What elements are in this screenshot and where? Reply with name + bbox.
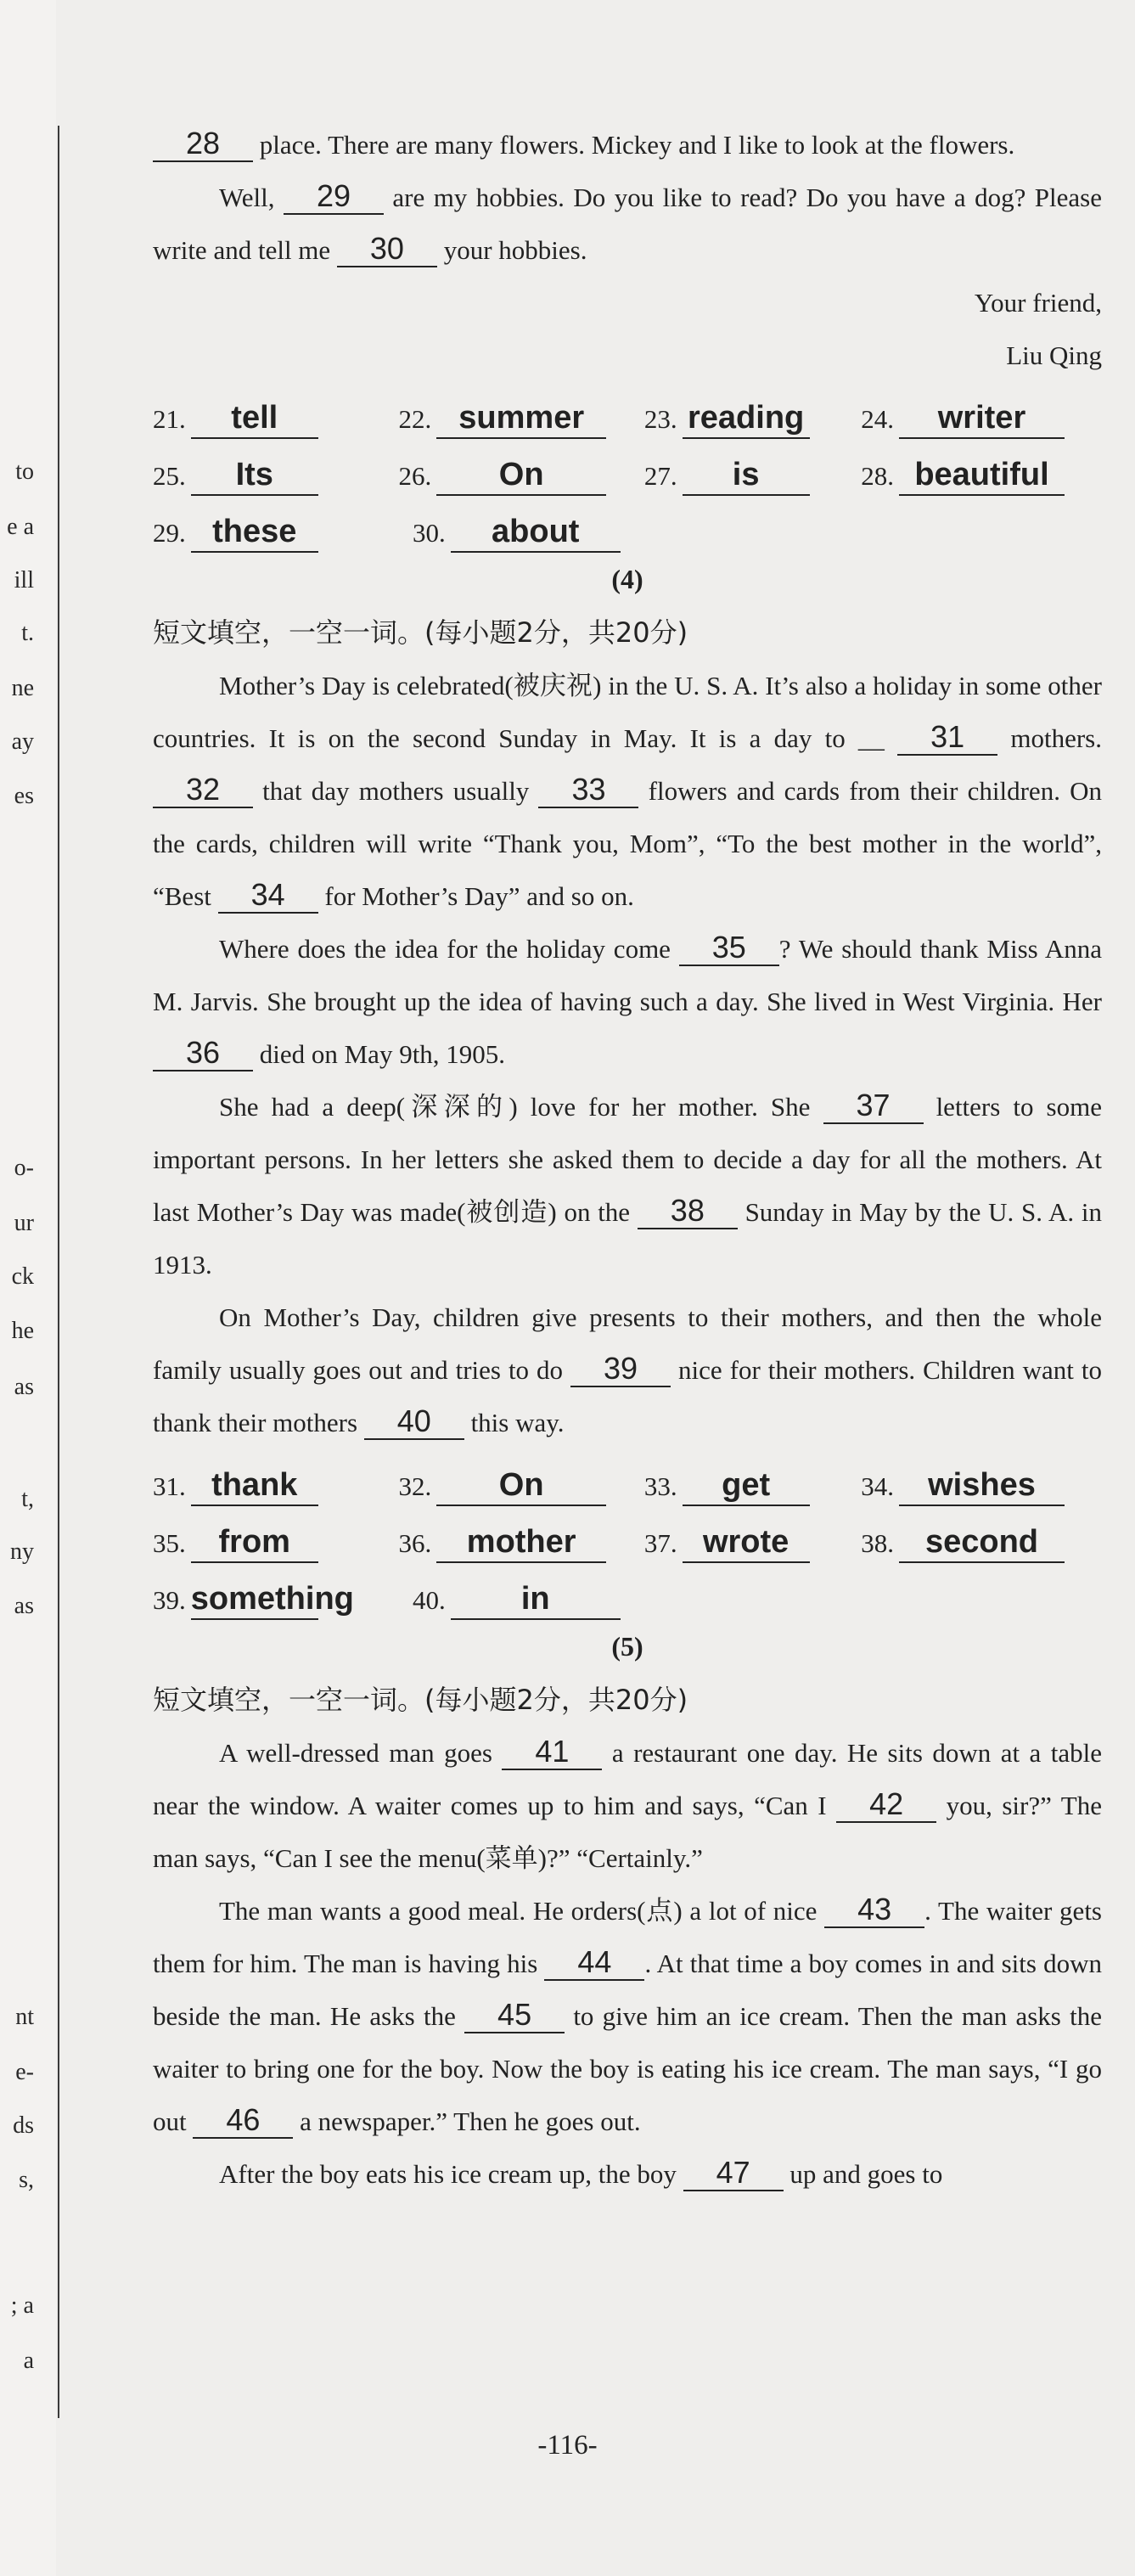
page-number: -116-	[537, 2430, 598, 2461]
answer-number: 23.	[643, 404, 677, 434]
answer-item	[861, 455, 1102, 496]
blank-number: 29	[284, 179, 384, 215]
blank-number: 39	[570, 1352, 671, 1387]
left-fragment: ay	[11, 728, 34, 755]
passage-text: died on May 9th, 1905.	[253, 1039, 506, 1069]
section4-instruction: 短文填空，一空一词。(每小题2分，共20分)	[153, 616, 688, 649]
answer-number: 37.	[643, 1528, 677, 1558]
answer-item	[153, 1465, 398, 1506]
blank-number: 32	[153, 773, 253, 808]
answer-item	[398, 455, 643, 496]
left-fragment: e a	[7, 514, 34, 540]
left-fragment: ck	[11, 1263, 34, 1290]
answer-row	[153, 382, 1102, 439]
passage-text: A well-dressed man goes	[219, 1738, 503, 1768]
left-fragment: s,	[19, 2167, 34, 2193]
answer-word: On	[436, 1465, 606, 1506]
answer-number: 35.	[153, 1528, 186, 1558]
blank-number: 42	[836, 1787, 936, 1823]
passage-text: a restaurant one day. He sits down at a table near the window. A waiter comes up to him and says, “Can I	[153, 1738, 1102, 1820]
answer-number: 39.	[153, 1585, 186, 1615]
left-fragment: e-	[15, 2059, 34, 2085]
binding-line	[58, 126, 59, 2418]
answer-item	[861, 398, 1102, 439]
answer-row	[153, 439, 1102, 496]
passage-text: this way.	[464, 1408, 565, 1437]
passage-text: you, sir?” The man says, “Can I see the menu(菜单)?” “Certainly.”	[153, 1791, 1102, 1873]
passage-text: Mother’s Day is celebrated(被庆祝) in the U. S. A. It’s also a holiday in some other countries. It is on the second Sunday in May. It is a day to __	[153, 671, 1102, 753]
blank-number: 38	[638, 1194, 738, 1229]
answer-word: beautiful	[899, 455, 1065, 496]
answers-21-30	[153, 382, 1102, 553]
passage-text: up and goes to	[783, 2159, 943, 2189]
passage-text: . At that time a boy comes in and sits down beside the man. He asks the	[153, 1949, 1102, 2031]
passage-text: . The waiter gets them for him. The man is having his	[153, 1896, 1102, 1978]
answer-word: tell	[191, 398, 318, 439]
left-fragment: ne	[11, 675, 34, 701]
answer-word: wishes	[899, 1465, 1065, 1506]
left-fragment: ur	[14, 1210, 34, 1236]
passage-text: for Mother’s Day” and so on.	[317, 881, 634, 911]
blank-number: 40	[364, 1404, 464, 1440]
passage-text: After the boy eats his ice cream up, the boy	[219, 2159, 683, 2189]
answer-item	[861, 1465, 1102, 1506]
page-content	[153, 119, 1102, 2201]
passage-text: to give him an ice cream. Then the man asks the waiter to bring one for the boy. Now the boy is eating his ice cream. The man says, “I go out	[153, 2001, 1102, 2136]
answer-item	[861, 1522, 1102, 1563]
answer-item	[398, 1465, 643, 1506]
passage-text: nice for their mothers. Children want to thank their mothers	[153, 1355, 1102, 1437]
left-fragment: es	[14, 783, 34, 809]
blank-number: 43	[824, 1893, 924, 1928]
answer-number: 28.	[861, 461, 894, 491]
passage-text: Well,	[219, 183, 284, 212]
blank-number: 41	[502, 1735, 602, 1770]
left-fragment: ny	[10, 1538, 34, 1565]
answer-row	[153, 1449, 1102, 1506]
left-fragment: nt	[15, 2004, 34, 2030]
answer-item	[644, 455, 861, 496]
answer-word: from	[191, 1522, 318, 1563]
answer-number: 22.	[398, 404, 432, 434]
left-margin-strip	[0, 0, 56, 2576]
answer-word: writer	[899, 398, 1065, 439]
answer-item	[398, 1522, 643, 1563]
blank-number: 46	[193, 2103, 293, 2139]
answer-number: 27.	[643, 461, 677, 491]
answer-word: summer	[436, 398, 606, 439]
passage-text: are my hobbies. Do you like to read? Do you have a dog? Please write and tell me	[153, 183, 1102, 265]
section4-passage	[153, 660, 1102, 1449]
answer-word: Its	[191, 455, 318, 496]
blank-number: 47	[683, 2156, 784, 2191]
answer-item	[413, 1579, 672, 1620]
answer-item	[644, 1465, 861, 1506]
blank-number: 33	[538, 773, 638, 808]
left-fragment: he	[11, 1318, 34, 1344]
answer-word: On	[436, 455, 606, 496]
answer-item	[153, 398, 398, 439]
passage-text: flowers and cards from their children. On the cards, children will write “Thank you, Mom”, “To the best mother in the world”, “Best	[153, 776, 1102, 911]
answer-word: second	[899, 1522, 1065, 1563]
answer-number: 21.	[153, 404, 186, 434]
passage-text: On Mother’s Day, children give presents to their mothers, and then the whole family usually goes out and tries to do	[153, 1302, 1102, 1385]
blank-number: 30	[337, 232, 437, 267]
answer-word: these	[191, 512, 318, 553]
blank-number: 34	[218, 878, 318, 914]
answer-item	[644, 398, 861, 439]
left-fragment: ds	[13, 2112, 34, 2139]
blank-number: 31	[897, 720, 997, 756]
answer-item	[153, 512, 413, 553]
answer-item	[398, 398, 643, 439]
blank-number: 45	[464, 1998, 565, 2033]
answer-number: 38.	[861, 1528, 894, 1558]
passage-text: a newspaper.” Then he goes out.	[293, 2106, 641, 2136]
answer-word: is	[683, 455, 810, 496]
passage-text: your hobbies.	[436, 235, 587, 265]
answer-number: 31.	[153, 1471, 186, 1501]
passage-text: She had a deep(深深的) love for her mother. She	[219, 1092, 823, 1122]
answer-row	[153, 1506, 1102, 1563]
blank-number: 44	[544, 1945, 644, 1981]
paragraph	[153, 1291, 1102, 1449]
paragraph	[153, 2148, 1102, 2201]
paragraph	[153, 1081, 1102, 1291]
letter-closing: Your friend,	[974, 288, 1102, 318]
section5-instruction: 短文填空，一空一词。(每小题2分，共20分)	[153, 1684, 688, 1716]
left-fragment: as	[14, 1593, 34, 1619]
answer-item	[413, 512, 672, 553]
section5-heading: (5)	[611, 1631, 643, 1662]
blank-number: 36	[153, 1036, 253, 1071]
passage3-line1	[153, 119, 1102, 172]
left-fragment: o-	[14, 1155, 34, 1181]
answer-row	[153, 1563, 1102, 1620]
answer-number: 29.	[153, 518, 186, 548]
blank-number: 28	[153, 127, 253, 162]
passage-text: Where does the idea for the holiday come	[219, 934, 679, 964]
passage-text: that day mothers usually	[253, 776, 539, 806]
answer-word: about	[451, 512, 621, 553]
left-fragment: to	[15, 458, 34, 485]
left-fragment: a	[23, 2348, 34, 2374]
blank-number: 37	[823, 1088, 924, 1124]
left-fragment: t.	[21, 620, 34, 646]
left-fragment: ill	[14, 567, 34, 593]
answer-row	[153, 496, 1102, 553]
answer-word: mother	[436, 1522, 606, 1563]
answer-word: in	[451, 1579, 621, 1620]
passage-text: place. There are many flowers. Mickey and I like to look at the flowers.	[253, 130, 1015, 160]
answer-item	[644, 1522, 861, 1563]
paragraph	[153, 660, 1102, 923]
answer-number: 40.	[413, 1585, 446, 1615]
answer-item	[153, 1522, 398, 1563]
paragraph	[153, 1727, 1102, 1885]
answer-item	[153, 455, 398, 496]
passage-text: ? We should thank Miss Anna M. Jarvis. She brought up the idea of having such a day. She lived in West Virginia. Her	[153, 934, 1103, 1016]
answer-number: 30.	[413, 518, 446, 548]
letter-signature: Liu Qing	[1006, 340, 1102, 370]
answer-number: 26.	[398, 461, 432, 491]
answer-word: thank	[191, 1465, 318, 1506]
section5-passage	[153, 1727, 1102, 2201]
answer-number: 36.	[398, 1528, 432, 1558]
answer-number: 25.	[153, 461, 186, 491]
answer-word: get	[683, 1465, 810, 1506]
left-fragment: ; a	[10, 2292, 34, 2319]
paragraph	[153, 923, 1102, 1081]
passage-text: mothers.	[997, 723, 1102, 753]
passage-text: letters to some important persons. In her letters she asked them to decide a day for all the mothers. At last Mother’s Day was made(被创造) on the	[153, 1092, 1102, 1227]
answer-number: 34.	[861, 1471, 894, 1501]
passage-text: The man wants a good meal. He orders(点) a lot of nice	[219, 1896, 825, 1926]
answer-number: 24.	[861, 404, 894, 434]
passage-text: Sunday in May by the U. S. A. in 1913.	[153, 1197, 1102, 1280]
answers-31-40	[153, 1449, 1102, 1620]
answer-number: 33.	[643, 1471, 677, 1501]
answer-item	[153, 1579, 413, 1620]
section4-heading: (4)	[611, 564, 643, 594]
blank-number: 35	[679, 931, 779, 966]
answer-word: reading	[683, 398, 810, 439]
left-fragment: as	[14, 1374, 34, 1400]
paragraph	[153, 1885, 1102, 2148]
left-fragment: t,	[21, 1486, 34, 1512]
answer-word: wrote	[683, 1522, 810, 1563]
answer-number: 32.	[398, 1471, 432, 1501]
passage3-line2	[153, 172, 1102, 277]
answer-word: something	[191, 1579, 318, 1620]
